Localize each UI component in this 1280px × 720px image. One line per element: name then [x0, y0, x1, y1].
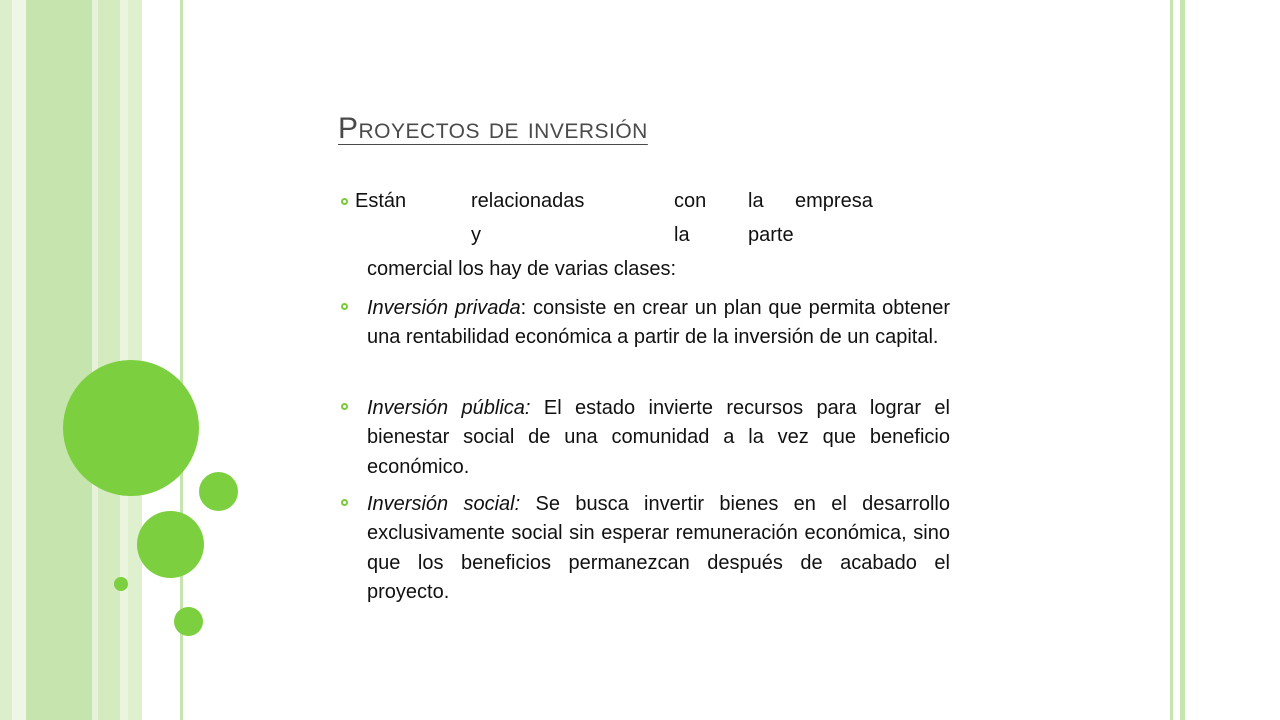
decor-stripe — [12, 0, 26, 720]
bullet-paragraph — [367, 490, 950, 607]
decor-stripe — [1170, 0, 1173, 720]
intro-word: empresa — [795, 190, 873, 212]
decor-circle — [174, 607, 203, 636]
bullet-sep: : — [520, 297, 527, 319]
decor-circle — [63, 360, 199, 496]
bullet-term: Inversión privada — [367, 297, 521, 319]
intro-word: Están — [355, 190, 407, 212]
bullet-text: Se busca invertir bienes en el desarrollo exclusivamente social sin esperar remuneración económica, sino que los beneficios permanezcan después de acabado el proyecto. — [367, 493, 950, 603]
bullet-term: Inversión social: — [367, 493, 521, 515]
intro-word: parte — [748, 224, 794, 246]
intro-word: con — [674, 190, 707, 212]
decor-stripe — [1180, 0, 1185, 720]
bullet-term: Inversión pública: — [367, 397, 531, 419]
decor-circle — [114, 577, 128, 591]
bullet-icon — [341, 198, 348, 205]
bullet-icon — [341, 303, 348, 310]
intro-word: y — [471, 224, 481, 246]
bullet-paragraph — [367, 294, 950, 353]
decor-stripe — [0, 0, 12, 720]
decor-circle — [137, 511, 204, 578]
intro-word: la — [748, 190, 764, 212]
bullet-text: El estado invierte recursos para lograr el bienestar social de una comunidad a la vez que beneficio económico. — [367, 397, 950, 478]
bullet-text: consiste en crear un plan que permita obtener una rentabilidad económica a partir de la inversión de un capital. — [367, 297, 950, 349]
intro-word: la — [674, 224, 690, 246]
decor-stripe — [26, 0, 92, 720]
bullet-paragraph — [367, 394, 950, 482]
slide-title: Proyectos de inversión — [338, 112, 648, 145]
bullet-icon — [341, 403, 348, 410]
intro-word: relacionadas — [471, 190, 585, 212]
decor-stripe — [98, 0, 120, 720]
bullet-icon — [341, 499, 348, 506]
intro-line: comercial los hay de varias clases: — [367, 258, 677, 280]
decor-circle — [199, 472, 238, 511]
